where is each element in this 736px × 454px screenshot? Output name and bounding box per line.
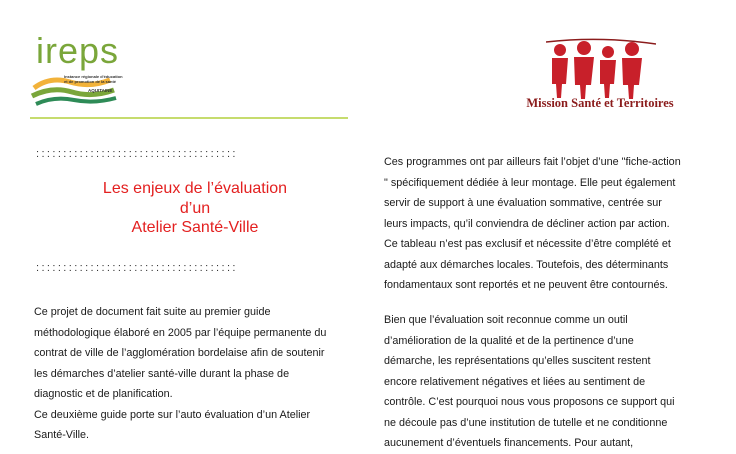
paragraph-line: servir de support à une évaluation sommative, centrée sur	[384, 197, 662, 209]
paragraph-line: Bien que l’évaluation soit reconnue comme un outil	[384, 314, 628, 326]
ireps-logo-region: AQUITAINE	[88, 88, 113, 93]
paragraph-line: adapté aux démarches locales. Toutefois, des déterminants	[384, 258, 669, 271]
title-line-2: d’un	[179, 199, 211, 217]
dotted-separator-top: :::::::::::::::::::::::::::::::::::::	[36, 148, 238, 160]
title-line-3: Atelier Santé-Ville	[131, 219, 259, 236]
paragraph-line: Ces programmes ont par ailleurs fait l’objet d’une "fiche-action	[384, 156, 681, 168]
paragraph-line: Ce deuxième guide porte sur l’auto évaluation d’un Atelier	[34, 408, 311, 421]
paragraph-line: contrôle. C’est pourquoi nous vous proposons ce support qui	[384, 396, 675, 408]
document-title	[60, 179, 330, 238]
paragraph-line: les démarches d’atelier santé-ville durant la phase de	[34, 367, 290, 380]
ireps-logo-subtitle: Instance régionale d'éducation et de promotion de la santé	[64, 74, 123, 84]
mission-sante-figures-icon	[546, 38, 656, 100]
header-divider	[30, 117, 348, 119]
evaluation-paragraph	[384, 310, 706, 454]
title-line-1: Les enjeux de l’évaluation	[102, 180, 288, 197]
paragraph-line: démarche, les représentations qu’elles suscitent restent	[384, 355, 651, 367]
paragraph-line: aucunement d’éventuels financements. Pour autant,	[384, 437, 634, 449]
paragraph-line: méthodologique élaboré en 2005 par l’équipe permanente du	[34, 326, 327, 339]
paragraph-line: d’amélioration de la qualité et de la pertinence d’une	[384, 334, 634, 347]
paragraph-line: " spécifiquement dédiée à leur montage. Elle peut également	[384, 176, 676, 189]
paragraph-line: Ce tableau n’est pas exclusif et nécessite d’être complété et	[384, 238, 671, 250]
paragraph-line: contrat de ville de l’agglomération bordelaise afin de soutenir	[34, 347, 325, 359]
mission-sante-name: Mission Santé et Territoires	[526, 96, 674, 110]
paragraph-line: fondamentaux sont reportés et ne peuvent être contournés.	[384, 279, 668, 291]
paragraph-line: Ce projet de document fait suite au premier guide	[34, 306, 271, 318]
programs-paragraph	[384, 152, 706, 296]
paragraph-line: ne découle pas d’une institution de tutelle et ne conditionne	[384, 416, 668, 429]
paragraph-line: encore relativement négatives et liées au sentiment de	[384, 375, 646, 388]
paragraph-line: Santé-Ville.	[34, 429, 90, 441]
paragraph-line: leurs impacts, qu’il conviendra de décliner action par action.	[384, 217, 670, 230]
paragraph-line: diagnostic et de planification.	[34, 388, 173, 400]
intro-paragraph	[34, 302, 344, 446]
ireps-logo-word: ireps	[36, 30, 120, 71]
dotted-separator-bottom: :::::::::::::::::::::::::::::::::::::	[36, 262, 238, 274]
